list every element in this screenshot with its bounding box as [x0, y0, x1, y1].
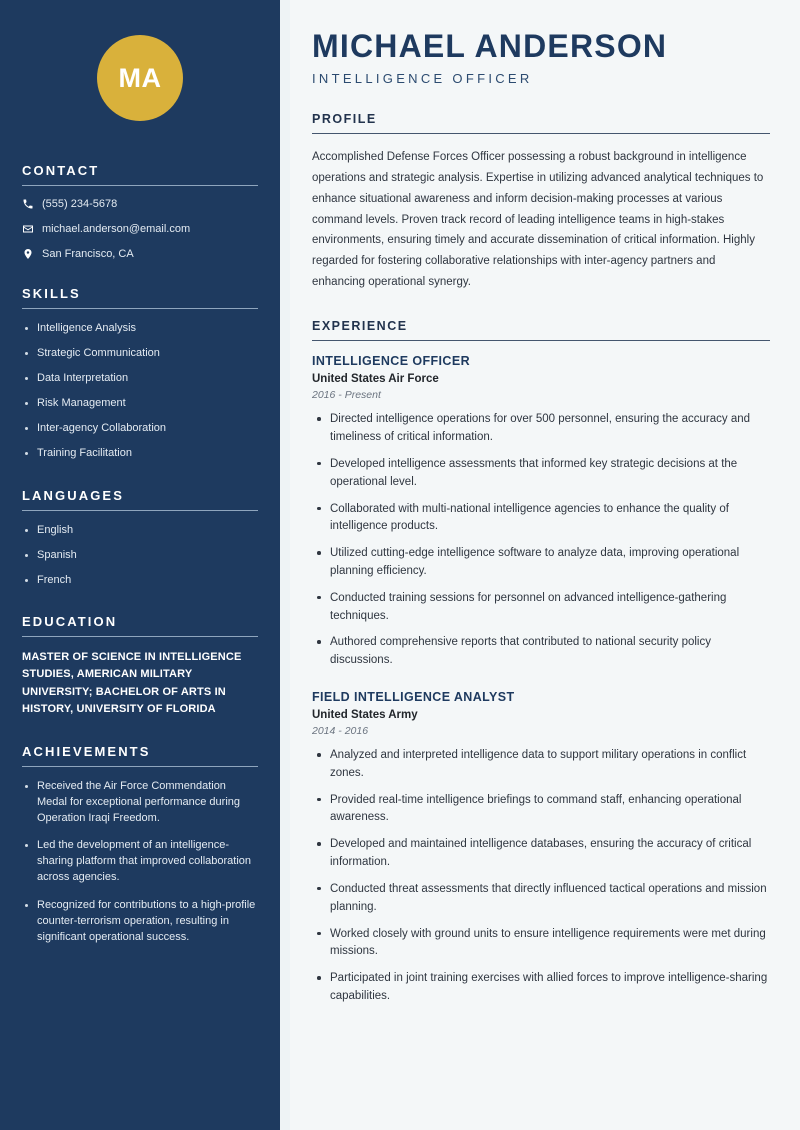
- experience-company: United States Air Force: [312, 373, 439, 386]
- list-item: Provided real-time intelligence briefings to command staff, enhancing operational awareness.: [312, 792, 770, 828]
- experience-dates: 2016 - Present: [312, 389, 381, 402]
- experience-job-title: FIELD INTELLIGENCE ANALYST: [312, 690, 515, 704]
- experience-job-title: INTELLIGENCE OFFICER: [312, 354, 470, 369]
- achievements-list: [22, 779, 258, 946]
- contact-email-row[interactable]: [22, 223, 258, 235]
- page-title: MICHAEL ANDERSON: [312, 28, 668, 64]
- contact-rule: [22, 185, 258, 186]
- contact-phone-value: (555) 234-5678: [42, 198, 118, 210]
- list-item: Utilized cutting-edge intelligence software to analyze data, improving operational planning efficiency.: [312, 545, 770, 581]
- sidebar-divider: [280, 0, 290, 1130]
- list-item: Training Facilitation: [22, 446, 258, 462]
- list-item: Conducted threat assessments that directly influenced tactical operations and mission planning.: [312, 881, 770, 917]
- list-item: Risk Management: [22, 396, 258, 412]
- experience-heading: EXPERIENCE: [312, 319, 408, 334]
- list-item: English: [22, 523, 258, 539]
- experience-entry: [312, 354, 770, 670]
- languages-heading: LANGUAGES: [22, 487, 124, 503]
- list-item: Spanish: [22, 548, 258, 564]
- skills-list: [22, 321, 258, 462]
- sidebar-section-languages: [22, 488, 258, 589]
- experience-entry: [312, 690, 770, 1006]
- list-item: Inter-agency Collaboration: [22, 421, 258, 437]
- envelope-icon: [22, 223, 42, 235]
- education-rule: [22, 636, 258, 637]
- skills-heading: SKILLS: [22, 286, 81, 301]
- list-item: Recognized for contributions to a high-profile counter-terrorism operation, resulting in significant operational success.: [22, 898, 258, 946]
- list-item: Strategic Communication: [22, 346, 258, 362]
- achievements-heading: ACHIEVEMENTS: [22, 743, 151, 759]
- avatar: MA: [97, 35, 183, 121]
- list-item: Intelligence Analysis: [22, 321, 258, 337]
- profile-rule: [312, 133, 770, 134]
- contact-location-row[interactable]: [22, 248, 258, 260]
- avatar-container: [22, 0, 258, 163]
- sidebar-section-education: [22, 614, 258, 717]
- education-heading: EDUCATION: [22, 614, 118, 630]
- list-item: Analyzed and interpreted intelligence data to support military operations in conflict zones.: [312, 747, 770, 783]
- skills-rule: [22, 308, 258, 309]
- main-content: [280, 0, 800, 1130]
- job-role-subtitle: INTELLIGENCE OFFICER: [312, 70, 533, 86]
- languages-rule: [22, 510, 258, 511]
- list-item: Developed intelligence assessments that informed key strategic decisions at the operational level.: [312, 456, 770, 492]
- profile-text: Accomplished Defense Forces Officer possessing a robust background in intelligence operations and strategic analysis. Expertise in utilizing advanced analytical techniques to enhance situational awareness and inform decision-making processes at various command levels. Proven track record of leading intelligence teams in high-stakes environments, ensuring timely and accurate dissemination of critical information. Highly regarded for fostering collaborative relationships with inter-agency partners and enhancing operational synergy.: [312, 150, 764, 289]
- experience-rule: [312, 340, 770, 341]
- list-item: Collaborated with multi-national intelligence agencies to enhance the quality of intelligence products.: [312, 501, 770, 537]
- experience-dates: 2014 - 2016: [312, 725, 369, 737]
- list-item: Authored comprehensive reports that contributed to national security policy discussions.: [312, 634, 770, 670]
- section-experience: [312, 319, 770, 1006]
- phone-icon: [22, 198, 42, 210]
- list-item: Worked closely with ground units to ensure intelligence requirements were met during missions.: [312, 926, 770, 962]
- experience-bullet-list: [312, 747, 770, 1006]
- profile-heading: PROFILE: [312, 111, 377, 126]
- sidebar-section-contact: [22, 163, 258, 260]
- contact-phone-row[interactable]: [22, 198, 258, 210]
- list-item: Participated in joint training exercises with allied forces to improve intelligence-sharing capabilities.: [312, 970, 770, 1006]
- sidebar: [0, 0, 280, 1130]
- list-item: Received the Air Force Commendation Medal for exceptional performance during Operation Iraqi Freedom.: [22, 779, 258, 827]
- education-text: MASTER OF SCIENCE IN INTELLIGENCE STUDIES, AMERICAN MILITARY UNIVERSITY; BACHELOR OF ARTS IN HISTORY, UNIVERSITY OF FLORIDA: [22, 651, 242, 715]
- sidebar-section-skills: [22, 286, 258, 462]
- achievements-rule: [22, 766, 258, 767]
- list-item: Developed and maintained intelligence databases, ensuring the accuracy of critical information.: [312, 836, 770, 872]
- languages-list: [22, 523, 258, 589]
- list-item: Directed intelligence operations for over 500 personnel, ensuring the accuracy and timeliness of critical information.: [312, 411, 770, 447]
- section-profile: [312, 112, 770, 293]
- list-item: French: [22, 573, 258, 589]
- experience-bullet-list: [312, 411, 770, 670]
- list-item: Conducted training sessions for personnel on advanced intelligence-gathering techniques.: [312, 590, 770, 626]
- contact-location-value: San Francisco, CA: [42, 248, 134, 260]
- list-item: Data Interpretation: [22, 371, 258, 387]
- contact-email-value: michael.anderson@email.com: [42, 223, 191, 235]
- location-pin-icon: [22, 248, 42, 260]
- sidebar-section-achievements: [22, 744, 258, 946]
- experience-company: United States Army: [312, 709, 418, 721]
- list-item: Led the development of an intelligence-sharing platform that improved collaboration across agencies.: [22, 838, 258, 886]
- contact-heading: CONTACT: [22, 163, 100, 178]
